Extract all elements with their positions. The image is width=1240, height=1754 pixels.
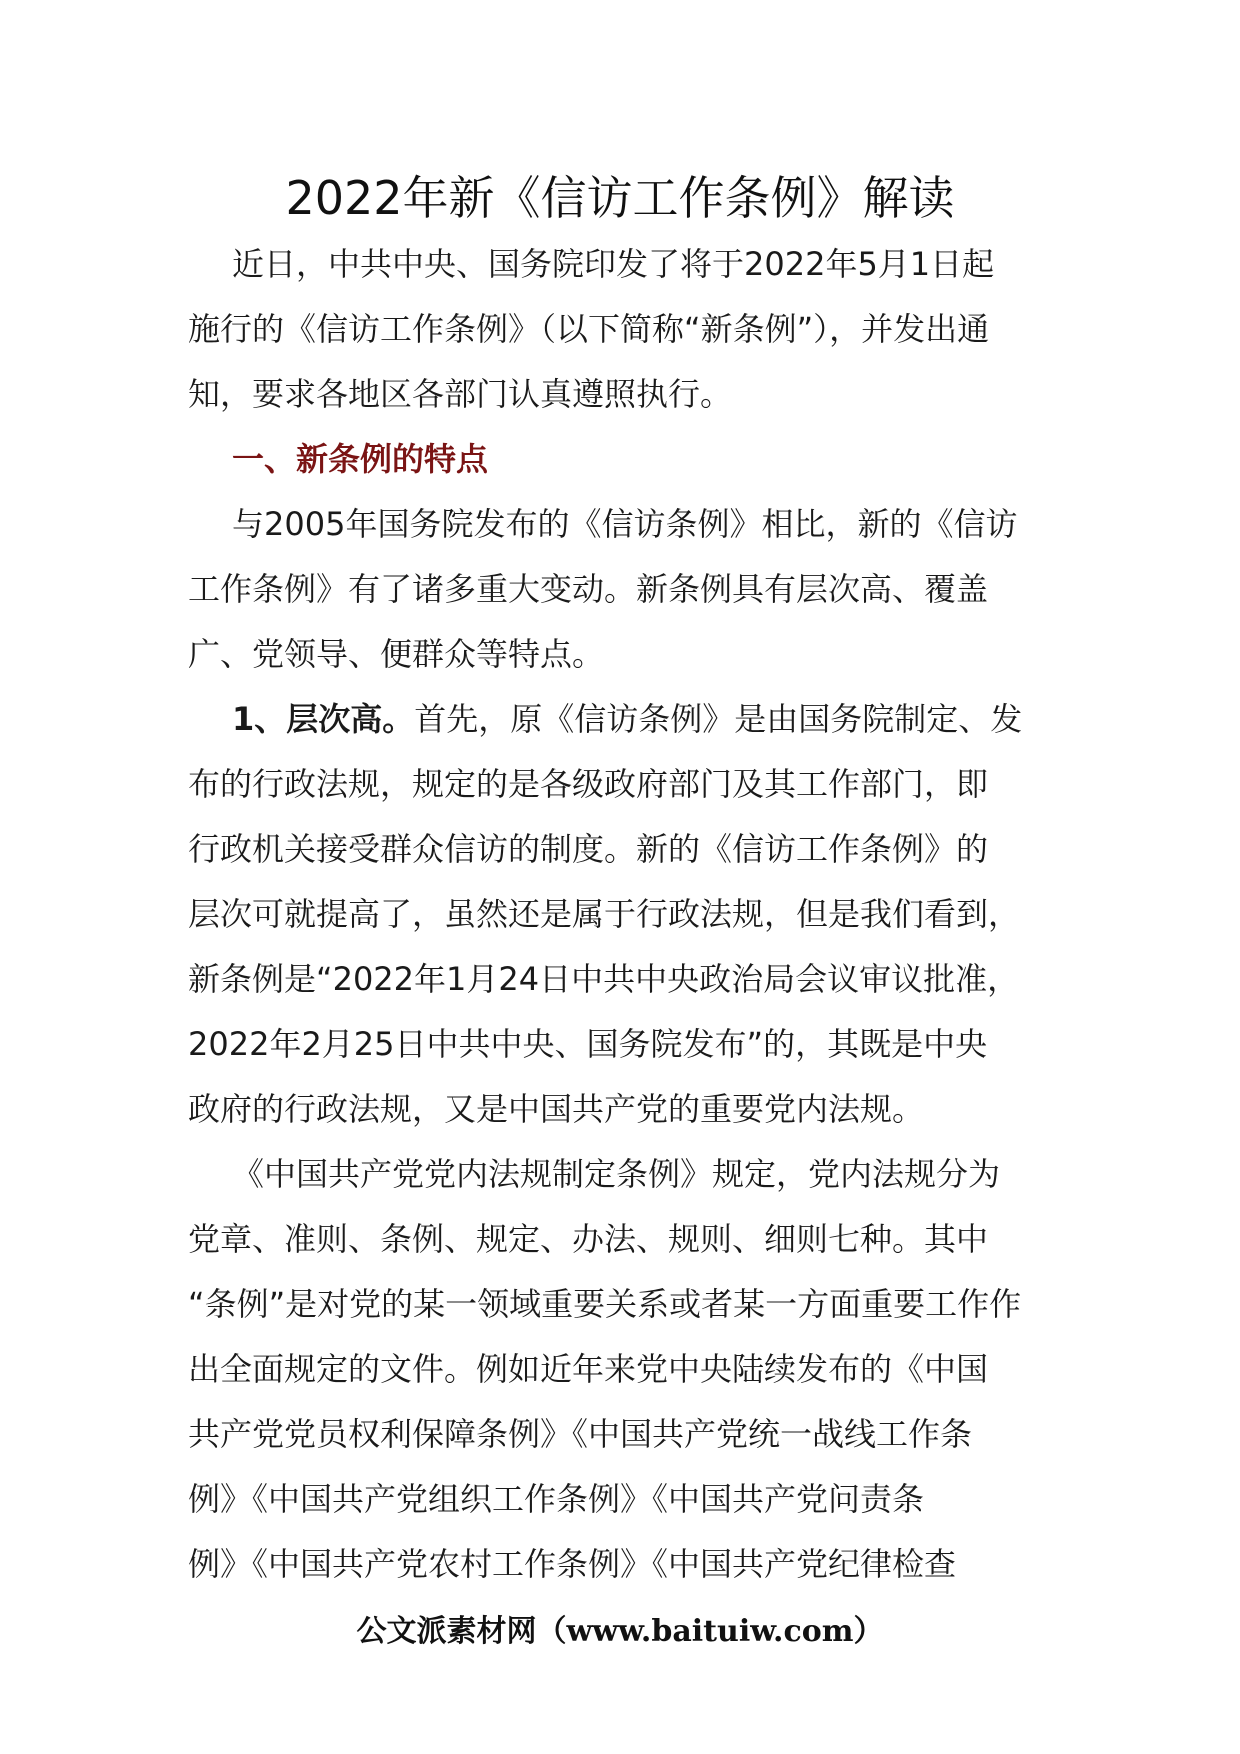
paragraph-line: 知，要求各地区各部门认真遵照执行。 (188, 375, 733, 413)
paragraph-line: 行政机关接受群众信访的制度。新的《信访工作条例》的 (188, 830, 989, 868)
paragraph-line: 与2005年国务院发布的《信访条例》相比，新的《信访 (232, 505, 1018, 543)
footer-watermark: 公文派素材网（www.baituiw.com） (356, 1614, 884, 1649)
paragraph-line: 2022年2月25日中共中央、国务院发布”的，其既是中央 (188, 1025, 988, 1063)
item-paragraph-line (188, 687, 1056, 752)
paragraph-line: 近日，中共中央、国务院印发了将于2022年5月1日起 (232, 245, 995, 283)
document-body (188, 232, 1056, 1597)
paragraph-line: 出全面规定的文件。例如近年来党中央陆续发布的《中国 (188, 1350, 989, 1388)
paragraph-line: 布的行政法规，规定的是各级政府部门及其工作部门，即 (188, 765, 989, 803)
paragraph-line: 共产党党员权利保障条例》《中国共产党统一战线工作条 (188, 1415, 973, 1453)
item-label: 1、层次高。 (232, 700, 415, 738)
paragraph-line: 工作条例》有了诸多重大变动。新条例具有层次高、覆盖 (188, 570, 989, 608)
section-heading: 一、新条例的特点 (232, 440, 489, 478)
paragraph-line: 层次可就提高了，虽然还是属于行政法规，但是我们看到， (188, 895, 1021, 933)
paragraph-line: 施行的《信访工作条例》（以下简称“新条例”），并发出通 (188, 310, 990, 348)
paragraph-line: “条例”是对党的某一领域重要关系或者某一方面重要工作作 (188, 1285, 1022, 1323)
paragraph-line: 例》《中国共产党农村工作条例》《中国共产党纪律检查 (188, 1545, 957, 1583)
document-title: 2022年新《信访工作条例》解读 (285, 171, 955, 225)
paragraph-line: 新条例是“2022年1月24日中共中央政治局会议审议批准， (188, 960, 1020, 998)
paragraph-line: 政府的行政法规，又是中国共产党的重要党内法规。 (188, 1090, 925, 1128)
paragraph-line: 例》《中国共产党组织工作条例》《中国共产党问责条 (188, 1480, 925, 1518)
paragraph-line: 党章、准则、条例、规定、办法、规则、细则七种。其中 (188, 1220, 989, 1258)
paragraph-line: 《中国共产党党内法规制定条例》规定，党内法规分为 (232, 1155, 1001, 1193)
item-text: 首先，原《信访条例》是由国务院制定、发 (414, 700, 1023, 738)
paragraph-line: 广、党领导、便群众等特点。 (188, 635, 605, 673)
